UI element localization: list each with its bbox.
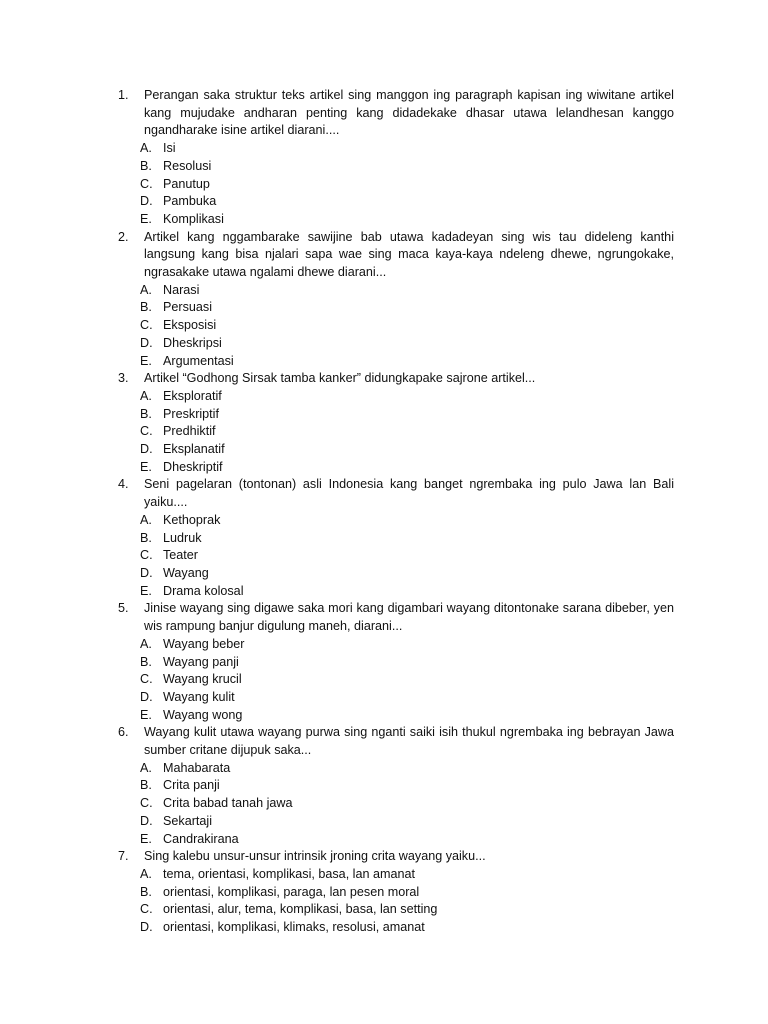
option-text: Panutup [163,176,210,191]
option-text: Resolusi [163,158,212,173]
question-row [118,229,674,282]
question-number: 7. [118,849,129,864]
question-row [118,724,674,759]
option-text: Narasi [163,282,200,297]
option-letter: D. [140,813,153,828]
option-text: Dheskripsi [163,335,222,350]
option-letter: A. [140,282,152,297]
question-row [118,370,674,388]
option-letter: B. [140,406,152,421]
option-letter: B. [140,884,152,899]
answer-option [118,547,674,565]
question-text: Artikel kang nggambarake sawijine bab utawa kadadeyan sing wis tau dideleng kanthi langsung kang bisa njalari sapa wae sing maca kaya-kaya ndeleng dhewe, ngrungokake, ngrasakake utawa ngalami dhewe diarani... [144,229,674,280]
option-letter: B. [140,778,152,793]
option-letter: E. [140,707,152,722]
option-letter: D. [140,194,153,209]
option-text: Mahabarata [163,760,231,775]
option-text: Predhiktif [163,424,216,439]
option-text: tema, orientasi, komplikasi, basa, lan amanat [163,866,415,881]
question-number: 3. [118,371,129,386]
option-text: orientasi, alur, tema, komplikasi, basa, lan setting [163,902,438,917]
answer-option [118,884,674,902]
option-text: Kethoprak [163,512,221,527]
question-number: 5. [118,601,129,616]
option-letter: C. [140,548,153,563]
option-text: orientasi, komplikasi, paraga, lan pesen moral [163,884,420,899]
option-letter: E. [140,459,152,474]
question-7 [118,848,674,937]
option-letter: A. [140,512,152,527]
option-text: Wayang panji [163,654,239,669]
answer-option [118,565,674,583]
answer-option [118,919,674,937]
answer-option [118,671,674,689]
answer-option [118,353,674,371]
option-letter: B. [140,530,152,545]
answer-option [118,406,674,424]
option-letter: C. [140,424,153,439]
option-letter: A. [140,866,152,881]
option-text: Eksploratif [163,388,222,403]
answer-option [118,707,674,725]
option-letter: E. [140,583,152,598]
option-text: Komplikasi [163,211,224,226]
option-letter: E. [140,211,152,226]
answer-option [118,760,674,778]
question-1 [118,87,674,229]
question-text: Artikel “Godhong Sirsak tamba kanker” didungkapake sajrone artikel... [144,371,536,386]
option-text: Crita panji [163,778,220,793]
answer-option [118,193,674,211]
option-text: Wayang beber [163,636,245,651]
question-number: 4. [118,477,129,492]
option-letter: D. [140,442,153,457]
option-text: Persuasi [163,300,212,315]
answer-option [118,512,674,530]
option-text: Sekartaji [163,813,212,828]
option-text: Crita babad tanah jawa [163,796,293,811]
option-letter: A. [140,141,152,156]
answer-option [118,831,674,849]
answer-option [118,866,674,884]
option-text: Eksposisi [163,318,217,333]
answer-option [118,795,674,813]
option-text: Pambuka [163,194,217,209]
answer-option [118,388,674,406]
answer-option [118,158,674,176]
answer-option [118,211,674,229]
question-text: Seni pagelaran (tontonan) asli Indonesia kang banget ngrembaka ing pulo Jawa lan Bali yaiku.... [144,477,674,510]
option-text: Ludruk [163,530,202,545]
option-letter: C. [140,796,153,811]
question-number: 6. [118,725,129,740]
question-list [118,87,674,937]
answer-option [118,140,674,158]
answer-option [118,335,674,353]
answer-option [118,901,674,919]
option-letter: A. [140,636,152,651]
question-row [118,848,674,866]
question-4 [118,476,674,600]
option-letter: E. [140,353,152,368]
question-row [118,476,674,511]
option-text: orientasi, komplikasi, klimaks, resolusi, amanat [163,920,425,935]
answer-option [118,317,674,335]
answer-option [118,176,674,194]
question-5 [118,600,674,724]
option-letter: C. [140,902,153,917]
option-text: Argumentasi [163,353,234,368]
question-row [118,600,674,635]
option-text: Dheskriptif [163,459,223,474]
answer-option [118,689,674,707]
option-letter: B. [140,300,152,315]
option-letter: A. [140,388,152,403]
option-letter: D. [140,335,153,350]
answer-option [118,299,674,317]
option-letter: C. [140,672,153,687]
option-text: Wayang kulit [163,689,235,704]
answer-option [118,654,674,672]
question-text: Sing kalebu unsur-unsur intrinsik jroning crita wayang yaiku... [144,849,486,864]
answer-option [118,530,674,548]
answer-option [118,636,674,654]
option-letter: A. [140,760,152,775]
answer-option [118,459,674,477]
question-text: Jinise wayang sing digawe saka mori kang digambari wayang ditontonake sarana dibeber, yen wis rampung banjur digulung maneh, diarani... [144,601,674,634]
option-letter: D. [140,920,153,935]
option-text: Wayang krucil [163,672,242,687]
question-2 [118,229,674,371]
option-letter: C. [140,176,153,191]
question-row [118,87,674,140]
question-3 [118,370,674,476]
question-number: 2. [118,229,129,244]
option-text: Wayang wong [163,707,243,722]
option-text: Wayang [163,565,209,580]
answer-option [118,423,674,441]
question-6 [118,724,674,848]
answer-option [118,813,674,831]
answer-option [118,583,674,601]
option-letter: B. [140,654,152,669]
option-text: Candrakirana [163,831,239,846]
answer-option [118,441,674,459]
option-text: Teater [163,548,199,563]
option-text: Eksplanatif [163,442,225,457]
option-letter: D. [140,689,153,704]
answer-option [118,777,674,795]
question-number: 1. [118,88,129,102]
question-text: Wayang kulit utawa wayang purwa sing nganti saiki isih thukul ngrembaka ing bebrayan Jawa sumber critane dijupuk saka... [144,725,674,758]
option-text: Preskriptif [163,406,219,421]
option-text: Drama kolosal [163,583,244,598]
question-text: Perangan saka struktur teks artikel sing manggon ing paragraph kapisan ing wiwitane artikel kang mujudake andharan penting kang didadekake dhasar utawa lelandhesan kanggo ngandharake isine artikel diarani.... [144,88,674,138]
option-letter: C. [140,318,153,333]
answer-option [118,282,674,300]
option-text: Isi [163,141,176,156]
option-letter: D. [140,565,153,580]
option-letter: E. [140,831,152,846]
option-letter: B. [140,158,152,173]
